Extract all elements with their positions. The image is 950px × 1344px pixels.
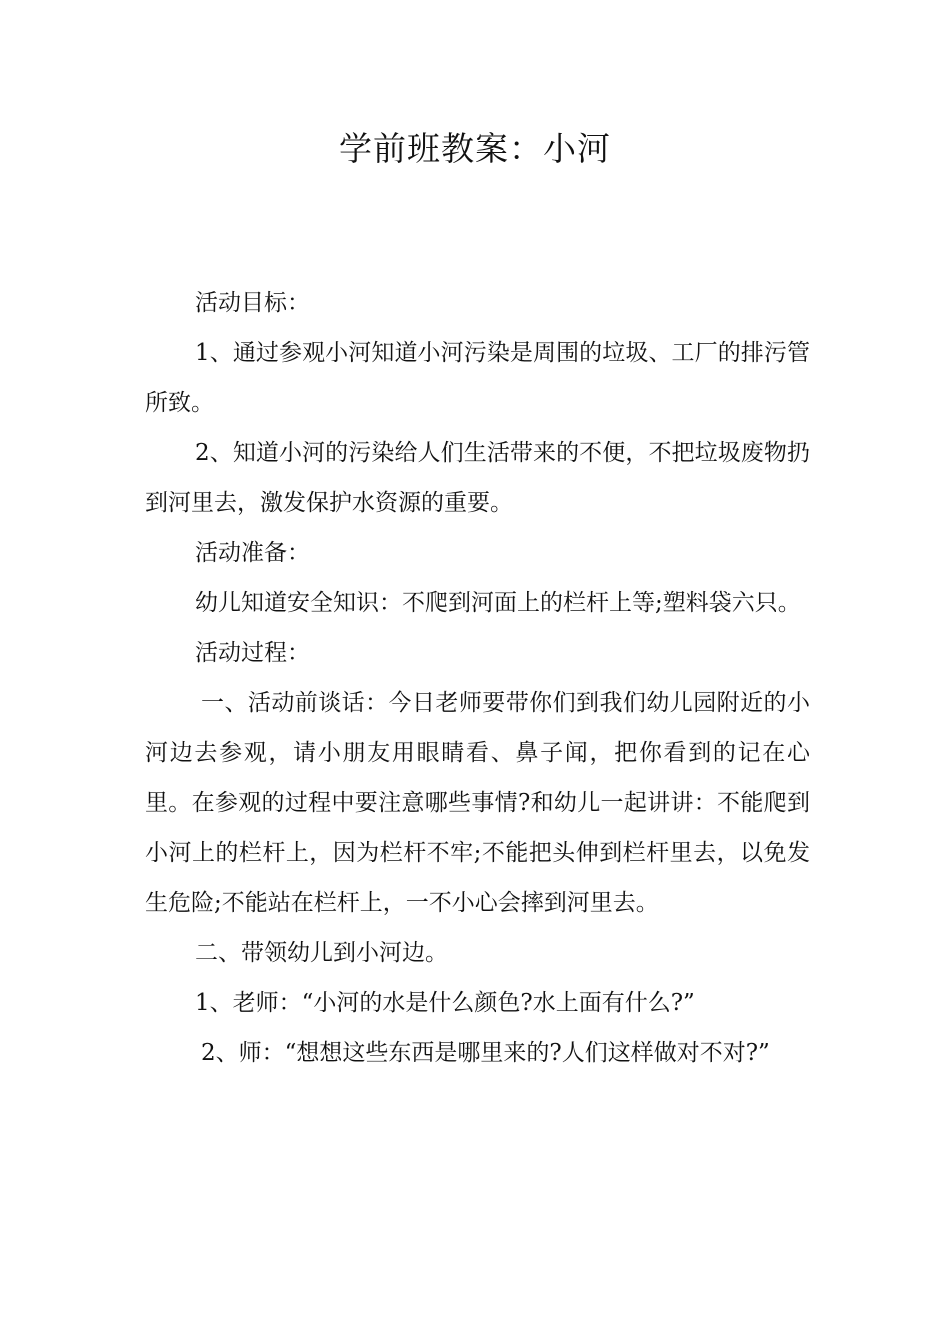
page-title: 学前班教案：小河 <box>339 129 611 168</box>
paragraph-preparation: 幼儿知道安全知识：不爬到河面上的栏杆上等;塑料袋六只。 <box>195 590 801 616</box>
section-heading-preparation: 活动准备： <box>195 540 310 566</box>
section-heading-goals: 活动目标： <box>195 290 310 316</box>
paragraph-goal-1: 1、通过参观小河知道小河污染是周围的垃圾、工厂的排污管所致。 <box>145 340 810 416</box>
paragraph-process-2: 二、带领幼儿到小河边。 <box>195 940 448 966</box>
paragraph-goal-2: 2、知道小河的污染给人们生活带来的不便，不把垃圾废物扔到河里去，激发保护水资源的重要。 <box>145 440 810 516</box>
document-body <box>145 278 810 1078</box>
section-heading-process: 活动过程： <box>195 640 310 666</box>
paragraph-process-2-item-1: 1、老师：“小河的水是什么颜色?水上面有什么?” <box>195 990 695 1016</box>
paragraph-process-1: 一、活动前谈话：今日老师要带你们到我们幼儿园附近的小河边去参观，请小朋友用眼睛看、鼻子闻，把你看到的记在心里。在参观的过程中要注意哪些事情?和幼儿一起讲讲：不能爬到小河上的栏杆上，因为栏杆不牢;不能把头伸到栏杆里去，以免发生危险;不能站在栏杆上，一不小心会摔到河里去。 <box>145 690 810 916</box>
paragraph-process-2-item-2: 2、师：“想想这些东西是哪里来的?人们这样做对不对?” <box>201 1040 770 1066</box>
